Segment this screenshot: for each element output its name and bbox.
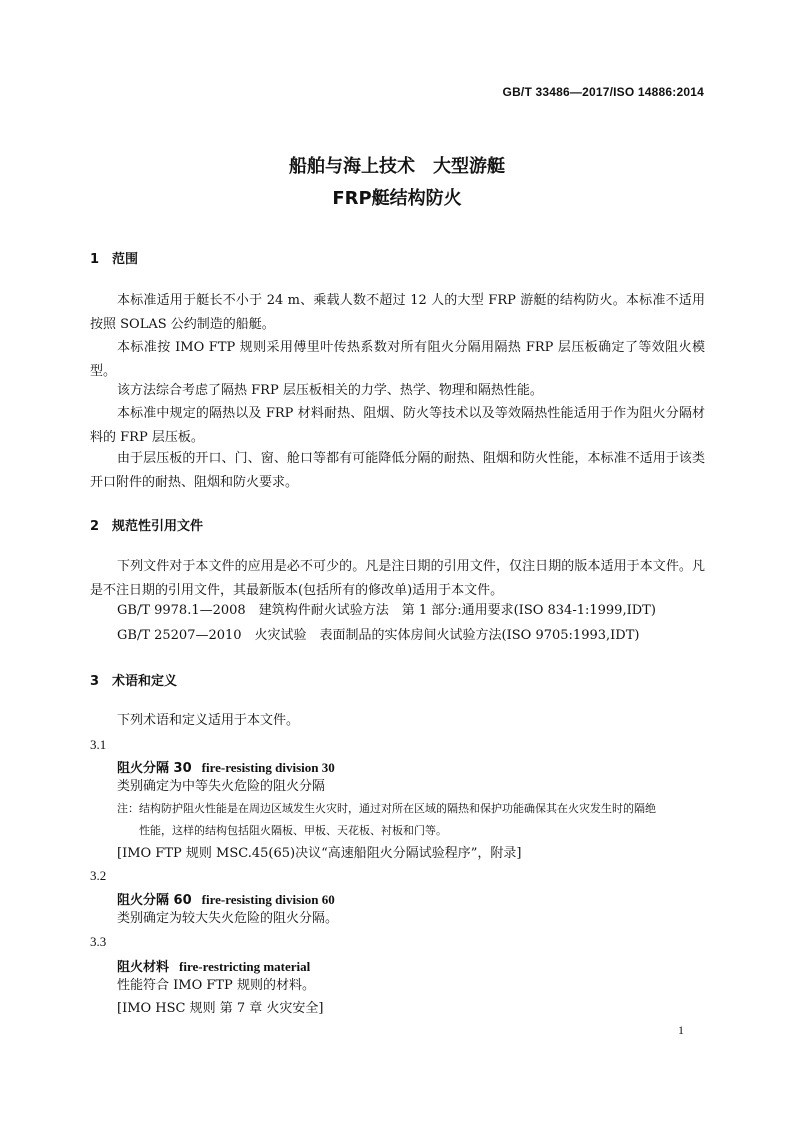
page-number: 1	[678, 1023, 684, 1037]
term-entry	[117, 757, 335, 776]
term-cn: 阻火分隔 60	[117, 893, 192, 908]
paragraph: 本标准中规定的隔热以及 FRP 材料耐热、阻烟、防火等技术以及等效隔热性能适用于作为阻火分隔材料的 FRP 层压板。	[90, 406, 705, 445]
term-source: [IMO FTP 规则 MSC.45(65)决议“高速船阻火分隔试验程序”，附录]	[117, 846, 522, 861]
paragraph: 本标准适用于艇长不小于 24 m、乘载人数不超过 12 人的大型 FRP 游艇的结构防火。本标准不适用按照 SOLAS 公约制造的船艇。	[90, 293, 705, 332]
note-line: 性能，这样的结构包括阻火隔板、甲板、天花板、衬板和门等。	[139, 824, 447, 837]
section-title: 范围	[112, 252, 139, 267]
term-entry	[117, 889, 335, 908]
term-en: fire-restricting material	[179, 959, 311, 974]
term-en: fire-resisting division 30	[201, 760, 335, 775]
section-heading-terms	[90, 670, 177, 689]
term-number: 3.2	[90, 868, 107, 883]
term-number: 3.1	[90, 737, 107, 752]
section-number: 2	[90, 519, 100, 534]
section-heading-normative-references	[90, 515, 203, 534]
standard-code: GB/T 33486—2017/ISO 14886:2014	[502, 85, 704, 99]
term-entry	[117, 956, 310, 975]
reference-item: GB/T 9978.1—2008 建筑构件耐火试验方法 第 1 部分:通用要求(ISO 834-1:1999,IDT)	[117, 603, 656, 618]
paragraph: 本标准按 IMO FTP 规则采用傅里叶传热系数对所有阻火分隔用隔热 FRP 层压板确定了等效阻火模型。	[90, 340, 705, 379]
document-title-line2: FRP艇结构防火	[332, 188, 462, 209]
paragraph: 由于层压板的开口、门、窗、舱口等都有可能降低分隔的耐热、阻烟和防火性能，本标准不适用于该类开口附件的耐热、阻烟和防火要求。	[90, 451, 705, 490]
document-title-line1: 船舶与海上技术 大型游艇	[289, 156, 505, 177]
term-definition: 类别确定为较大失火危险的阻火分隔。	[117, 911, 339, 926]
paragraph: 该方法综合考虑了隔热 FRP 层压板相关的力学、热学、物理和隔热性能。	[117, 383, 543, 398]
section-number: 3	[90, 674, 100, 689]
term-cn: 阻火材料	[117, 960, 170, 975]
reference-item: GB/T 25207—2010 火灾试验 表面制品的实体房间火试验方法(ISO 9705:1993,IDT)	[117, 628, 640, 643]
section-number: 1	[90, 252, 100, 267]
term-cn: 阻火分隔 30	[117, 761, 192, 776]
section-title: 规范性引用文件	[112, 519, 204, 534]
term-definition: 性能符合 IMO FTP 规则的材料。	[117, 978, 315, 993]
term-en: fire-resisting division 60	[201, 892, 335, 907]
term-note	[117, 798, 707, 842]
section-heading-scope	[90, 248, 138, 267]
term-number: 3.3	[90, 934, 107, 949]
term-source: [IMO HSC 规则 第 7 章 火灾安全]	[117, 1001, 324, 1016]
paragraph: 下列术语和定义适用于本文件。	[117, 713, 300, 728]
paragraph: 下列文件对于本文件的应用是必不可少的。凡是注日期的引用文件，仅注日期的版本适用于本文件。凡是不注日期的引用文件，其最新版本(包括所有的修改单)适用于本文件。	[90, 559, 705, 598]
note-line: 注：结构防护阻火性能是在周边区域发生火灾时，通过对所在区域的隔热和保护功能确保其在火灾发生时的隔绝	[117, 802, 656, 815]
section-title: 术语和定义	[112, 674, 178, 689]
term-definition: 类别确定为中等失火危险的阻火分隔	[117, 779, 326, 794]
